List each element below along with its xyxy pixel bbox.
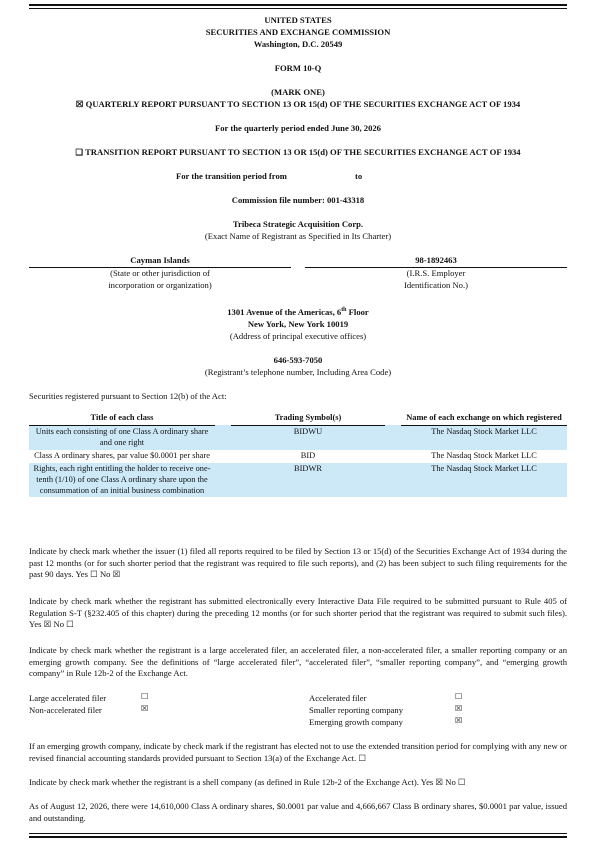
table-row xyxy=(29,463,567,498)
quarterly-report-line: ☒ QUARTERLY REPORT PURSUANT TO SECTION 13 OR 15(d) OF THE SECURITIES EXCHANGE ACT OF 1934 xyxy=(75,99,521,109)
transition-report-line: ❑ TRANSITION REPORT PURSUANT TO SECTION 13 OR 15(d) OF THE SECURITIES EXCHANGE ACT OF 1934 xyxy=(75,147,521,157)
top-rule-thin xyxy=(29,8,567,9)
large-accelerated-label: Large accelerated filer xyxy=(29,693,107,703)
accelerated-checkbox[interactable]: ☐ xyxy=(455,692,463,701)
smaller-reporting-label: Smaller reporting company xyxy=(309,705,404,715)
securities-header-row xyxy=(29,412,567,425)
row-title: Rights, each right entitling the holder to receive one-tenth (1/10) of one Class A ordinary share upon the consummation of an initial business combination xyxy=(29,463,215,498)
row-title: Class A ordinary shares, par value $0.0001 per share xyxy=(34,450,210,460)
address-caption: (Address of principal executive offices) xyxy=(229,331,367,341)
bottom-rule xyxy=(29,836,567,838)
address-line-1-tail: Floor xyxy=(346,307,369,317)
form-type: FORM 10-Q xyxy=(274,63,322,73)
row-exchange: The Nasdaq Stock Market LLC xyxy=(431,450,537,460)
row-exchange: The Nasdaq Stock Market LLC xyxy=(401,425,567,449)
registrant-name: Tribeca Strategic Acquisition Corp. xyxy=(232,219,364,229)
row-title: Units each consisting of one Class A ordinary share and one right xyxy=(29,425,215,449)
address-line-1 xyxy=(29,307,567,319)
securities-intro: Securities registered pursuant to Section 12(b) of the Act: xyxy=(29,391,227,401)
header-line-2: SECURITIES AND EXCHANGE COMMISSION xyxy=(205,27,391,37)
transition-period-to: to xyxy=(355,171,363,181)
paragraph-reports-filed: Indicate by check mark whether the issuer (1) filed all reports required to be filed by Section 13 or 15(d) of the Securities Exchange Act of 1934 during the past 12 months (or for such shorter period that the registrant was required to file such reports), and (2) has been subject to such filing requirements for the past 90 days. Yes ☐ No ☒ xyxy=(29,546,567,580)
header-exchange: Name of each exchange on which registered xyxy=(401,412,567,425)
table-row xyxy=(29,425,567,449)
header-symbol: Trading Symbol(s) xyxy=(231,412,385,425)
accelerated-label: Accelerated filer xyxy=(309,693,367,703)
row-symbol: BID xyxy=(300,450,316,460)
commission-file-number: Commission file number: 001-43318 xyxy=(231,195,365,205)
header-line-3: Washington, D.C. 20549 xyxy=(253,39,343,49)
phone-number: 646-593-7050 xyxy=(273,355,323,365)
address-line-1-main: 1301 Avenue of the Americas, 6 xyxy=(227,307,342,317)
paragraph-shell-company: Indicate by check mark whether the registrant is a shell company (as defined in Rule 12b-2 of the Exchange Act). Yes ☒ No ☐ xyxy=(29,777,466,787)
securities-table xyxy=(29,412,567,497)
non-accelerated-label: Non-accelerated filer xyxy=(29,705,102,715)
address-line-2: New York, New York 10019 xyxy=(247,319,349,329)
registrant-name-caption: (Exact Name of Registrant as Specified in Its Charter) xyxy=(204,231,392,241)
paragraph-emerging-growth: If an emerging growth company, indicate by check mark if the registrant has elected not to use the extended transition period for complying with any new or revised financial accounting standards provided pursuant to Section 13(a) of the Exchange Act. ☐ xyxy=(29,741,567,763)
jurisdiction-caption-2: incorporation or organization) xyxy=(108,280,212,290)
paragraph-shares-outstanding: As of August 12, 2026, there were 14,610,000 Class A ordinary shares, $0.0001 par value and 4,666,667 Class B ordinary shares, $0.0001 par value, issued and outstanding. xyxy=(29,801,567,823)
quarterly-period: For the quarterly period ended June 30, 2026 xyxy=(215,123,381,133)
jurisdiction-caption-1: (State or other jurisdiction of xyxy=(110,268,210,278)
row-symbol: BIDWU xyxy=(231,425,385,449)
emerging-growth-checkbox[interactable]: ☒ xyxy=(455,716,463,725)
phone-caption: (Registrant’s telephone number, Including Area Code) xyxy=(204,367,392,377)
top-rule xyxy=(29,4,567,6)
smaller-reporting-checkbox[interactable]: ☒ xyxy=(455,704,463,713)
non-accelerated-checkbox[interactable]: ☒ xyxy=(141,704,149,713)
header-line-1: UNITED STATES xyxy=(264,15,332,25)
row-exchange: The Nasdaq Stock Market LLC xyxy=(401,463,567,498)
ein-caption-2: Identification No.) xyxy=(404,280,468,290)
jurisdiction: Cayman Islands xyxy=(130,255,190,265)
paragraph-interactive-data: Indicate by check mark whether the registrant has submitted electronically every Interactive Data File required to be submitted pursuant to Rule 405 of Regulation S-T (§232.405 of this chapter) during the preceding 12 months (or for such shorter period that the registrant was required to submit such files). Yes ☒ No ☐ xyxy=(29,596,567,630)
emerging-growth-label: Emerging growth company xyxy=(309,717,403,727)
header-title: Title of each class xyxy=(29,412,215,425)
transition-period-label: For the transition period from xyxy=(176,171,287,181)
address-line-1-sup: th xyxy=(341,307,347,313)
table-row xyxy=(29,450,567,463)
row-symbol: BIDWR xyxy=(231,463,385,498)
mark-one: (MARK ONE) xyxy=(271,87,325,97)
paragraph-filer-type: Indicate by check mark whether the registrant is a large accelerated filer, an accelerated filer, a non-accelerated filer, a smaller reporting company or an emerging growth company. See the definitions of “large accelerated filer”, “accelerated filer”, “smaller reporting company”, and “emerging growth company” in Rule 12b-2 of the Exchange Act. xyxy=(29,645,567,679)
bottom-rule-thin xyxy=(29,833,567,834)
large-accelerated-checkbox[interactable]: ☐ xyxy=(141,692,149,701)
ein: 98-1892463 xyxy=(415,255,457,265)
ein-caption-1: (I.R.S. Employer xyxy=(406,268,466,278)
